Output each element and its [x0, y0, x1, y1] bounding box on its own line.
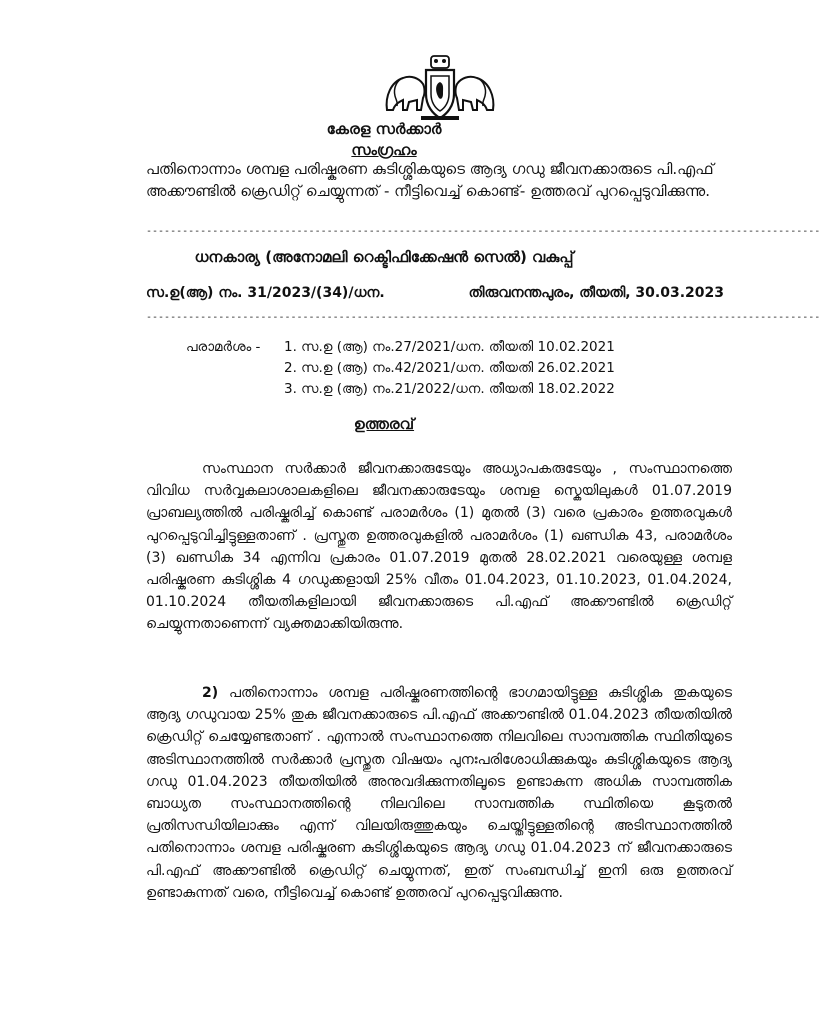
summary-heading: സംഗ്രഹം: [351, 141, 417, 159]
kerala-state-emblem-icon: [381, 52, 499, 124]
order-heading: ഉത്തരവ്: [353, 415, 415, 433]
summary-text: പതിനൊന്നാം ശമ്പള പരിഷ്കരണ കുടിശ്ശികയുടെ ആദ്യ ഗഡു ജീവനക്കാരുടെ പി.എഫ് അക്കൗണ്ടിൽ ക്രെഡിറ്റ് ചെയ്യുന്നത് - നീട്ടിവെച്ച് കൊണ്ട്- ഉത്തരവ് പുറപ്പെടുവിക്കുന്നു.: [146, 160, 714, 200]
place-date: തിരുവനന്തപുരം, തീയതി, 30.03.2023: [468, 285, 724, 301]
paragraph-number: 2): [202, 685, 219, 701]
order-number: സ.ഉ(ആ) നം. 31/2023/(34)/ധന.: [146, 285, 385, 301]
paragraph-text: പതിനൊന്നാം ശമ്പള പരിഷ്കരണത്തിന്റെ ഭാഗമായിട്ടുള്ള കുടിശ്ശിക തുകയുടെ ആദ്യ ഗഡുവായ 25% തുക ജീവനക്കാരുടെ പി.എഫ് അക്കൗണ്ടിൽ 01.04.2023 തീയതിയിൽ ക്രെഡിറ്റ് ചെയ്യേണ്ടതാണ് . എന്നാൽ സംസ്ഥാനത്തെ നിലവിലെ സാമ്പത്തിക സ്ഥിതിയുടെ അടിസ്ഥാനത്തിൽ സർക്കാർ പ്രസ്തുത വിഷയം പുനഃപരിശോധിക്കുകയും കുടിശ്ശികയുടെ ആദ്യ ഗഡു 01.04.2023 തീയതിയിൽ അനുവദിക്കുന്നതിലൂടെ ഉണ്ടാകുന്ന അധിക സാമ്പത്തിക ബാധ്യത സംസ്ഥാനത്തിന്റെ നിലവിലെ സാമ്പത്തിക സ്ഥിതിയെ കൂടുതൽ പ്രതിസന്ധിയിലാക്കും എന്ന് വിലയിരുത്തുകയും ചെയ്തിട്ടുള്ളതിന്റെ അടിസ്ഥാനത്തിൽ പതിനൊന്നാം ശമ്പള പരിഷ്കരണ കുടിശ്ശികയുടെ ആദ്യ ഗഡു 01.04.2023 ന് ജീവനക്കാരുടെ പി.എഫ് അക്കൗണ്ടിൽ ക്രെഡിറ്റ് ചെയ്യുന്നത്, ഇത് സംബന്ധിച്ച് ഇനി ഒരു ഉത്തരവ് ഉണ്ടാകുന്നത് വരെ, നീട്ടിവെച്ച് കൊണ്ട് ഉത്തരവ് പുറപ്പെടുവിക്കുന്നു.: [146, 685, 733, 901]
order-paragraph-1: സംസ്ഥാന സർക്കാർ ജീവനക്കാരുടേയും അധ്യാപകരുടേയും , സംസ്ഥാനത്തെ വിവിധ സർവ്വകലാശാലകളിലെ ജീവനക്കാരുടേയും ശമ്പള സ്കെയിലുകൾ 01.07.2019 പ്രാബല്യത്തിൽ പരിഷ്കരിച്ച് കൊണ്ട് പരാമർശം (1) മുതൽ (3) വരെ പ്രകാരം ഉത്തരവുകൾ പുറപ്പെടുവിച്ചിട്ടുള്ളതാണ് . പ്രസ്തുത ഉത്തരവുകളിൽ പരാമർശം (1) ഖണ്ഡിക 43, പരാമർശം (3) ഖണ്ഡിക 34 എന്നിവ പ്രകാരം 01.07.2019 മുതൽ 28.02.2021 വരെയുള്ള ശമ്പള പരിഷ്കരണ കുടിശ്ശിക 4 ഗഡുക്കളായി 25% വീതം 01.04.2023, 01.10.2023, 01.04.2024, 01.10.2024 തീയതികളിലായി ജീവനക്കാരുടെ പി.എഫ് അക്കൗണ്ടിൽ ക്രെഡിറ്റ് ചെയ്യുന്നതാണെന്ന് വ്യക്തമാക്കിയിരുന്നു.: [146, 461, 732, 633]
government-title: കേരള സർക്കാർ: [326, 120, 442, 138]
reference-text: 1. സ.ഉ (ആ) നം.27/2021/ധന. തീയതി 10.02.2021: [284, 339, 615, 355]
references-block: [186, 337, 615, 400]
separator-line: ----------------------------------------------------------------------------------------------------------------: [146, 226, 820, 237]
reference-item: [186, 337, 615, 358]
department-title: ധനകാര്യ (അനോമലി റെക്ടിഫിക്കേഷൻ സെൽ) വകുപ്പ്: [194, 248, 574, 266]
reference-text: 2. സ.ഉ (ആ) നം.42/2021/ധന. തീയതി 26.02.2021: [284, 360, 615, 376]
order-paragraph-2: [146, 682, 732, 904]
reference-text: 3. സ.ഉ (ആ) നം.21/2022/ധന. തീയതി 18.02.2022: [284, 381, 615, 397]
separator-line: ----------------------------------------------------------------------------------------------------------------: [146, 312, 820, 323]
reference-item: [186, 358, 615, 379]
references-label: പരാമർശം -: [186, 339, 261, 355]
reference-item: [186, 379, 615, 400]
